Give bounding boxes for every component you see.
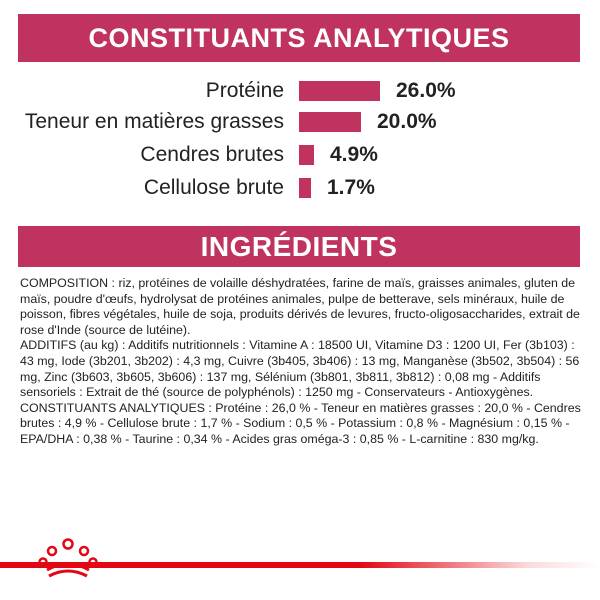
nutri-label-protein: Protéine xyxy=(205,79,284,102)
ingredients-section-title: INGRÉDIENTS xyxy=(18,226,580,267)
nutri-bar-fat xyxy=(299,112,361,132)
ingredients-text xyxy=(20,276,582,448)
nutri-label-fiber: Cellulose brute xyxy=(143,176,284,199)
nutri-value-fiber: 1.7% xyxy=(327,176,375,199)
nutri-bar-ash xyxy=(299,145,314,165)
nutri-bar-fiber xyxy=(299,178,311,198)
nutri-row-protein xyxy=(0,78,600,104)
nutri-label-fat: Teneur en matières grasses xyxy=(24,110,284,133)
crown-logo-icon xyxy=(38,537,98,583)
analytic-constituents-paragraph: CONSTITUANTS ANALYTIQUES : Protéine : 26,0 % - Teneur en matières grasses : 20,0 % - Cendres brutes : 4,9 % - Cellulose brute : 1,7 % - Sodium : 0,5 % - Potassium : 0,8 % - Magnésium : 0,15 % - EPA/DHA : 0,38 % - Taurine : 0,34 % - Acides gras oméga-3 : 0,85 % - L-carnitine : 830 mg/kg. xyxy=(20,400,581,446)
nutri-row-fat xyxy=(0,109,600,135)
nutri-value-protein: 26.0% xyxy=(396,79,456,102)
analytic-section-title: CONSTITUANTS ANALYTIQUES xyxy=(18,14,580,62)
nutri-bar-protein xyxy=(299,81,380,101)
nutri-value-fat: 20.0% xyxy=(377,110,437,133)
nutri-value-ash: 4.9% xyxy=(330,143,378,166)
composition-paragraph: COMPOSITION : riz, protéines de volaille déshydratées, farine de maïs, graisses animales, gluten de maïs, poudre d'œufs, hydrolysat de protéines animales, pulpe de betterave, sels minéraux, huile de poisson, fibres végétales, huile de soja, produits dérivés de levures, fructo-oligosaccharides, extrait de rose d'Inde (source de lutéine). xyxy=(20,276,580,337)
nutri-row-ash xyxy=(0,142,600,168)
nutri-label-ash: Cendres brutes xyxy=(140,143,284,166)
additives-paragraph: ADDITIFS (au kg) : Additifs nutritionnels : Vitamine A : 18500 UI, Vitamine D3 : 1200 UI, Fer (3b103) : 43 mg, Iode (3b201, 3b202) : 4,3 mg, Cuivre (3b405, 3b406) : 13 mg, Manganèse (3b502, 3b504) : 56 mg, Zinc (3b603, 3b605, 3b606) : 137 mg, Sélénium (3b801, 3b811, 3b812) : 0,08 mg - Additifs sensoriels : Extrait de thé (source de polyphénols) : 1250 mg - Conservateurs - Antioxygènes. xyxy=(20,338,580,400)
nutri-row-fiber xyxy=(0,175,600,201)
